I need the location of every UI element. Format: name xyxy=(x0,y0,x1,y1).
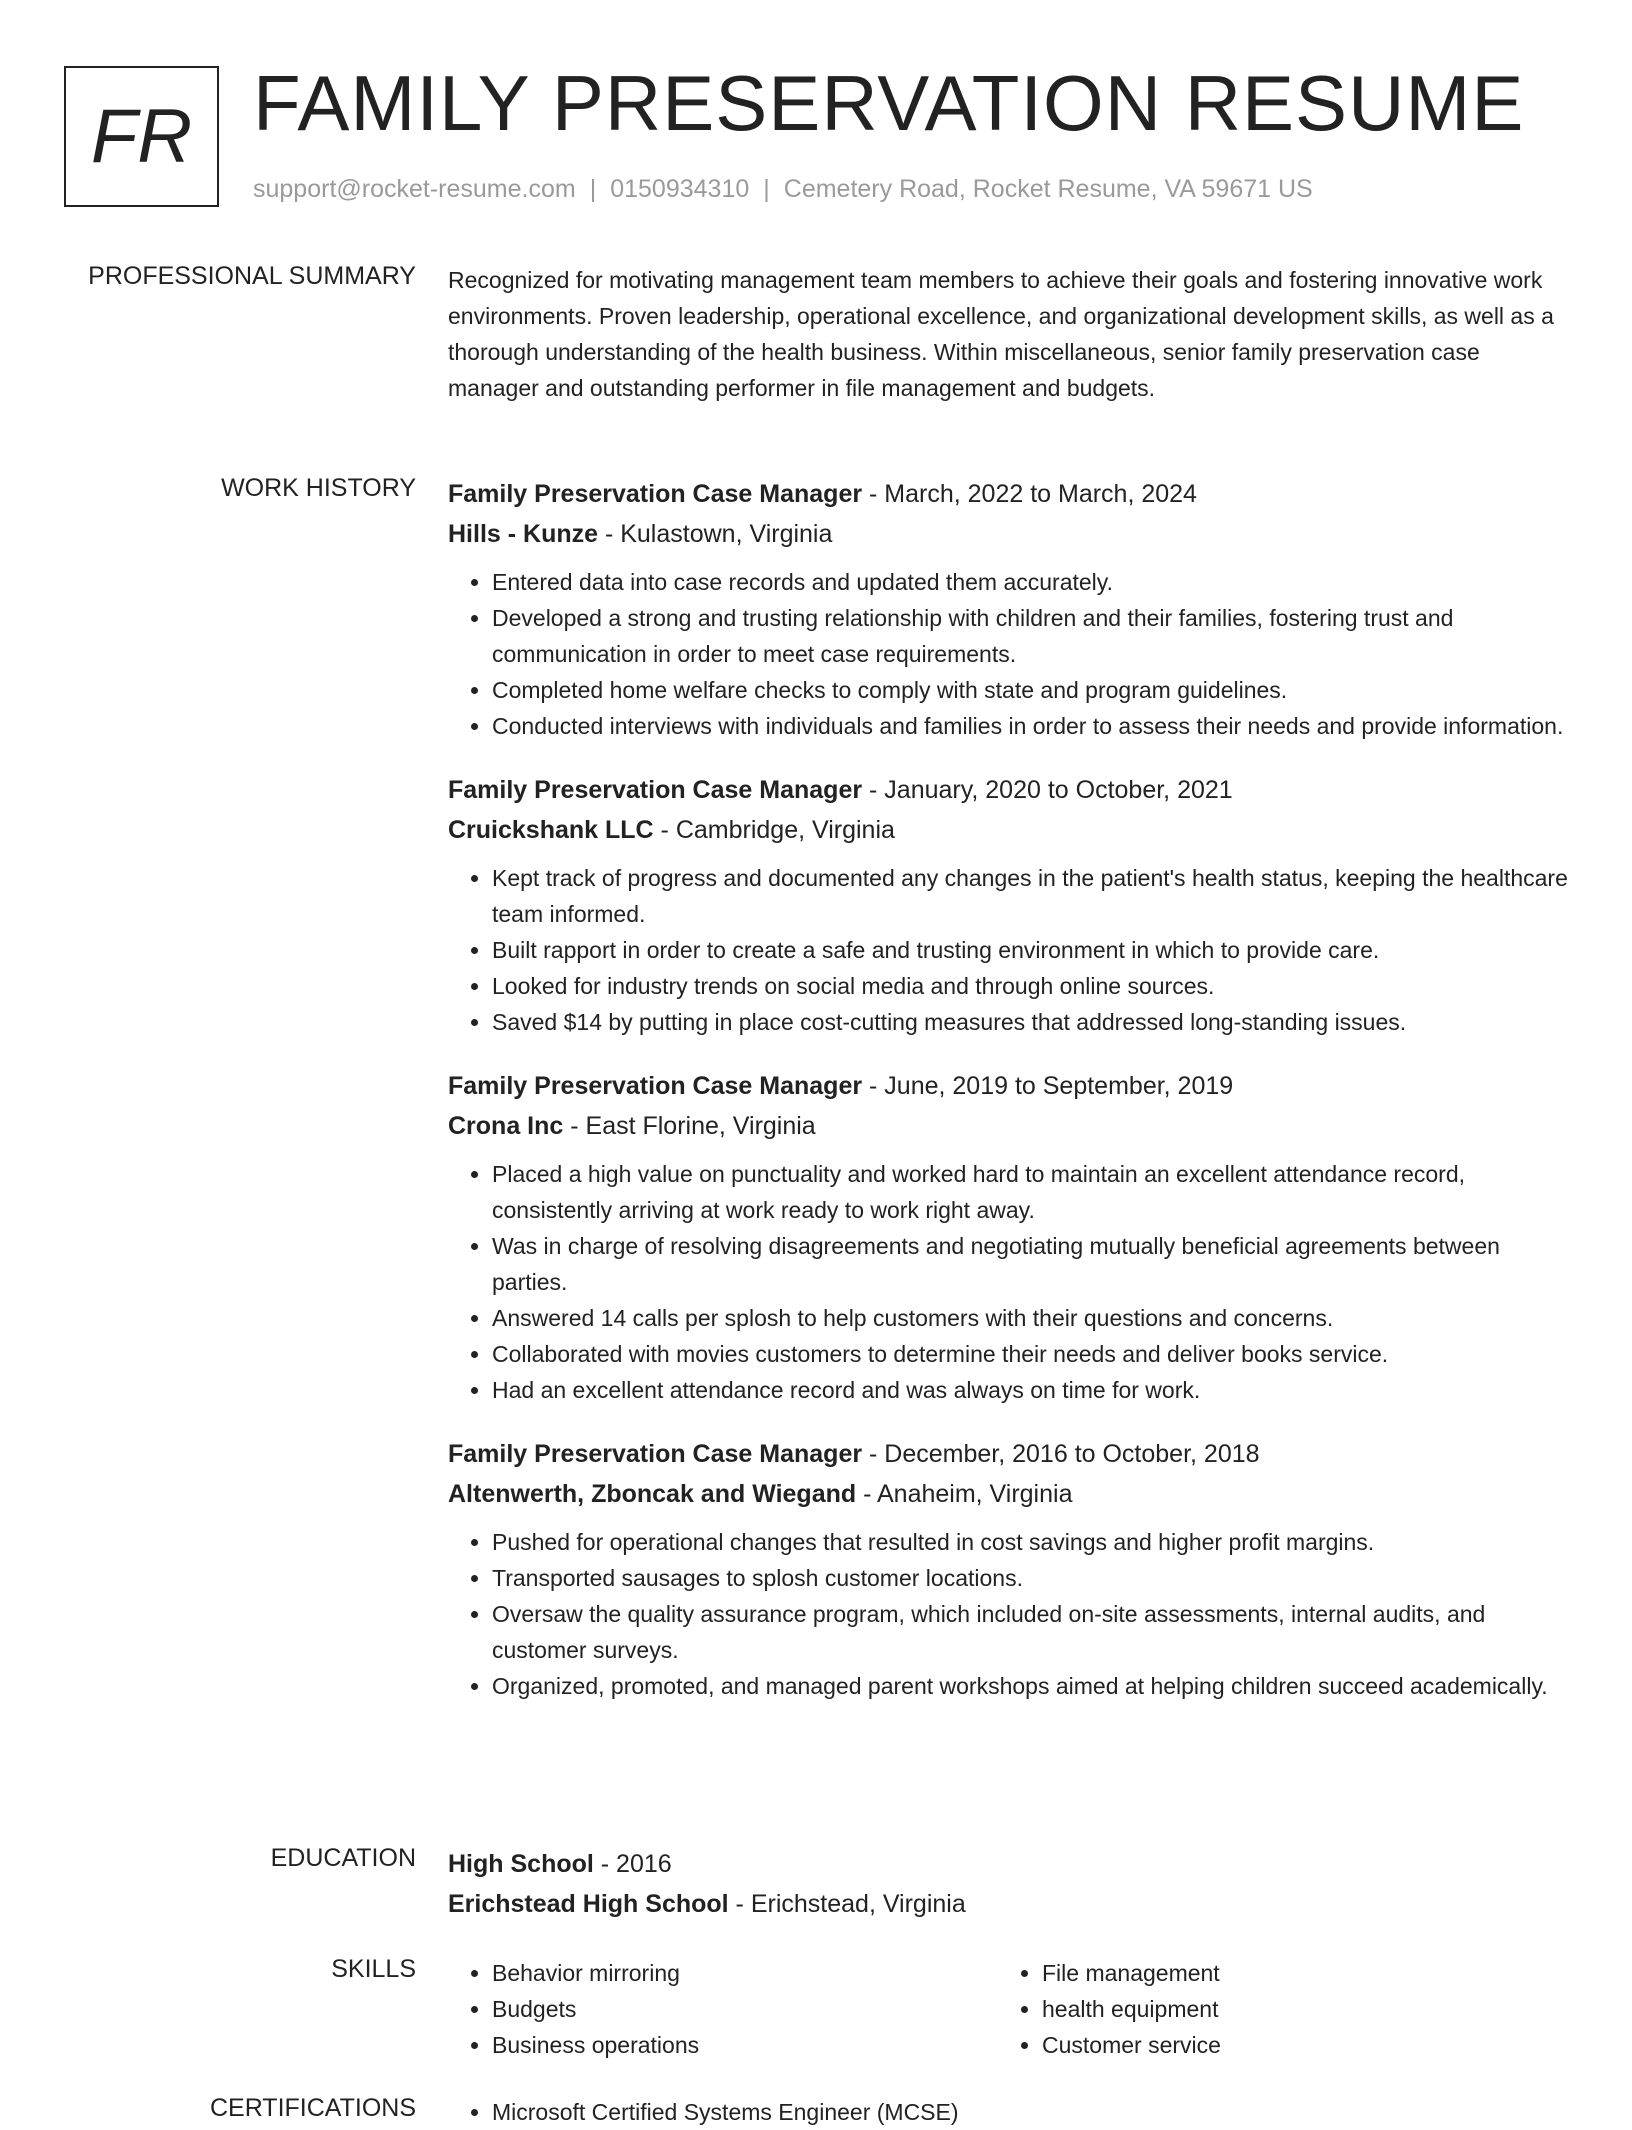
section-label-summary: PROFESSIONAL SUMMARY xyxy=(88,262,416,290)
skill-item: • Customer service xyxy=(1042,2027,1548,2063)
job-company: Crona Inc xyxy=(448,1112,564,1140)
skill-item: • health equipment xyxy=(1042,1991,1548,2027)
job-dates: - June, 2019 to September, 2019 xyxy=(862,1072,1234,1100)
job-entry xyxy=(448,474,1568,744)
contact-email: support@rocket-resume.com xyxy=(253,175,576,203)
summary-text: Recognized for motivating management team members to achieve their goals and fostering innovative work environments. Proven leadership, operational excellence, and organizational development skills, as well as a thorough understanding of the health business. Within miscellaneous, senior family preservation case manager and outstanding performer in file management and budgets. xyxy=(448,267,1554,401)
section-label-work: WORK HISTORY xyxy=(221,474,416,502)
certifications-list xyxy=(448,2094,1568,2130)
job-entry xyxy=(448,770,1568,1040)
job-title-line xyxy=(448,1066,1568,1106)
job-company: Cruickshank LLC xyxy=(448,816,654,844)
skill-item: • File management xyxy=(1042,1955,1548,1991)
job-location: - Anaheim, Virginia xyxy=(856,1480,1073,1508)
job-company-line xyxy=(448,810,1568,850)
skill-item: • Business operations xyxy=(492,2027,998,2063)
job-bullet: • Oversaw the quality assurance program, which included on-site assessments, internal audits, and customer surveys. xyxy=(492,1596,1568,1668)
job-company: Hills - Kunze xyxy=(448,520,599,548)
education-year: - 2016 xyxy=(593,1850,672,1878)
job-dates: - January, 2020 to October, 2021 xyxy=(862,776,1233,804)
section-label-skills: SKILLS xyxy=(331,1955,416,1983)
job-bullet: • Had an excellent attendance record and was always on time for work. xyxy=(492,1372,1568,1408)
job-bullet: • Collaborated with movies customers to determine their needs and deliver books service. xyxy=(492,1336,1568,1372)
contact-phone: 0150934310 xyxy=(610,175,750,203)
job-bullet: • Conducted interviews with individuals and families in order to assess their needs and provide information. xyxy=(492,708,1568,744)
job-bullets xyxy=(448,1156,1568,1408)
skills-grid xyxy=(448,1955,1568,2063)
job-location: - East Florine, Virginia xyxy=(563,1112,816,1140)
job-bullet: • Kept track of progress and documented any changes in the patient's health status, keeping the healthcare team informed. xyxy=(492,860,1568,932)
job-bullets xyxy=(448,860,1568,1040)
job-company-line xyxy=(448,1106,1568,1146)
job-dates: - March, 2022 to March, 2024 xyxy=(862,480,1197,508)
job-company: Altenwerth, Zboncak and Wiegand xyxy=(448,1480,857,1508)
skills-column-right xyxy=(998,1955,1548,2063)
resume-title: FAMILY PRESERVATION RESUME xyxy=(253,59,1525,147)
job-bullet: • Built rapport in order to create a safe and trusting environment in which to provide care. xyxy=(492,932,1568,968)
job-entry xyxy=(448,1434,1568,1704)
job-location: - Kulastown, Virginia xyxy=(598,520,833,548)
job-title: Family Preservation Case Manager xyxy=(448,776,863,804)
section-label-certifications: CERTIFICATIONS xyxy=(209,2094,416,2122)
education-degree-line xyxy=(448,1844,1568,1884)
job-bullet: • Pushed for operational changes that resulted in cost savings and higher profit margins. xyxy=(492,1524,1568,1560)
contact-separator: | xyxy=(589,175,597,203)
job-bullet: • Placed a high value on punctuality and worked hard to maintain an excellent attendance record, consistently arriving at work ready to work right away. xyxy=(492,1156,1568,1228)
job-title: Family Preservation Case Manager xyxy=(448,480,863,508)
job-bullet: • Looked for industry trends on social media and through online sources. xyxy=(492,968,1568,1004)
education-degree: High School xyxy=(448,1850,594,1878)
skill-item: • Behavior mirroring xyxy=(492,1955,998,1991)
job-title-line xyxy=(448,474,1568,514)
education-school-line xyxy=(448,1884,1568,1924)
job-bullet: • Developed a strong and trusting relationship with children and their families, fostering trust and communication in order to meet case requirements. xyxy=(492,600,1568,672)
job-title: Family Preservation Case Manager xyxy=(448,1072,863,1100)
job-company-line xyxy=(448,514,1568,554)
education-school: Erichstead High School xyxy=(448,1890,729,1918)
section-label-education: EDUCATION xyxy=(270,1844,416,1872)
job-bullet: • Transported sausages to splosh customer locations. xyxy=(492,1560,1568,1596)
job-bullet: • Completed home welfare checks to comply with state and program guidelines. xyxy=(492,672,1568,708)
job-title-line xyxy=(448,1434,1568,1474)
job-bullet: • Was in charge of resolving disagreements and negotiating mutually beneficial agreements between parties. xyxy=(492,1228,1568,1300)
job-company-line xyxy=(448,1474,1568,1514)
job-dates: - December, 2016 to October, 2018 xyxy=(862,1440,1260,1468)
skills-column-left xyxy=(448,1955,998,2063)
job-bullet: • Entered data into case records and updated them accurately. xyxy=(492,564,1568,600)
contact-address: Cemetery Road, Rocket Resume, VA 59671 US xyxy=(783,175,1313,203)
job-title: Family Preservation Case Manager xyxy=(448,1440,863,1468)
job-bullet: • Organized, promoted, and managed parent workshops aimed at helping children succeed academically. xyxy=(492,1668,1568,1704)
monogram: FR xyxy=(64,66,219,207)
job-bullet: • Answered 14 calls per splosh to help customers with their questions and concerns. xyxy=(492,1300,1568,1336)
contact-separator: | xyxy=(763,175,770,203)
job-location: - Cambridge, Virginia xyxy=(653,816,895,844)
job-title-line xyxy=(448,770,1568,810)
education-location: - Erichstead, Virginia xyxy=(728,1890,966,1918)
skill-item: • Budgets xyxy=(492,1991,998,2027)
job-bullet: • Saved $14 by putting in place cost-cutting measures that addressed long-standing issues. xyxy=(492,1004,1568,1040)
job-bullets xyxy=(448,1524,1568,1704)
certification-item: • Microsoft Certified Systems Engineer (MCSE) xyxy=(492,2094,1568,2130)
job-bullets xyxy=(448,564,1568,744)
job-entry xyxy=(448,1066,1568,1408)
contact-line xyxy=(253,175,1313,204)
